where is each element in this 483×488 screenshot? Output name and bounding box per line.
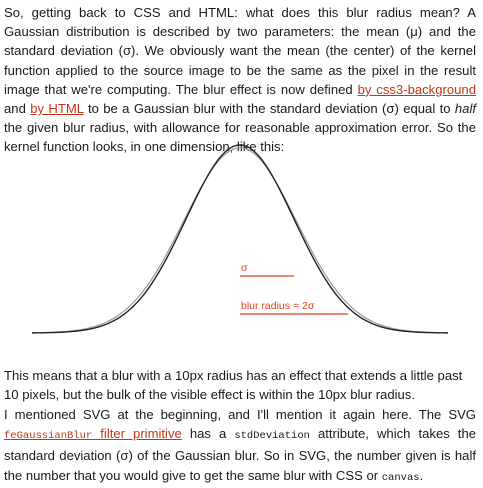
gaussian-kernel-figure [0, 130, 483, 360]
html-spec-link[interactable]: by HTML [30, 101, 84, 117]
intro-text-2: and [4, 101, 31, 117]
css3-background-link[interactable]: by css3-background [357, 81, 476, 97]
blur-radius-label: blur radius = 2σ [241, 300, 315, 312]
intro-text-4: the given blur radius, with allowance for reasonable approximation error. So the kernel function looks, in one dimension, like this: [4, 120, 476, 155]
svg-paragraph [4, 405, 476, 488]
stddeviation-code: stdDeviation [234, 430, 310, 443]
intro-text-3: to be a Gaussian blur with the standard deviation (σ) equal to [83, 101, 455, 117]
canvas-code: canvas [381, 471, 420, 484]
filter-primitive-link-text: filter primitive [100, 426, 182, 442]
sigma-label: σ [241, 262, 248, 274]
radius-explanation-paragraph: This means that a blur with a 10px radius has an effect that extends a little past 10 pixels, but the bulk of the visible effect is within the 10px blur radius. [4, 368, 463, 403]
approximation-curve [32, 148, 448, 333]
emphasis-half: half [454, 101, 477, 117]
fegaussianblur-code: feGaussianBlur [4, 430, 93, 443]
intro-text-1: So, getting back to CSS and HTML: what does this blur radius mean? A Gaussian distribution is described by two parameters: the mean (μ) and the standard deviation (σ). We obviously want the mean (the center) of the kernel function applied to the source image to be the same as the pixel in the result image that we're computing. The blur effect is now defined [4, 5, 476, 97]
fegaussianblur-link[interactable] [4, 426, 182, 441]
gaussian-curve [32, 145, 448, 333]
